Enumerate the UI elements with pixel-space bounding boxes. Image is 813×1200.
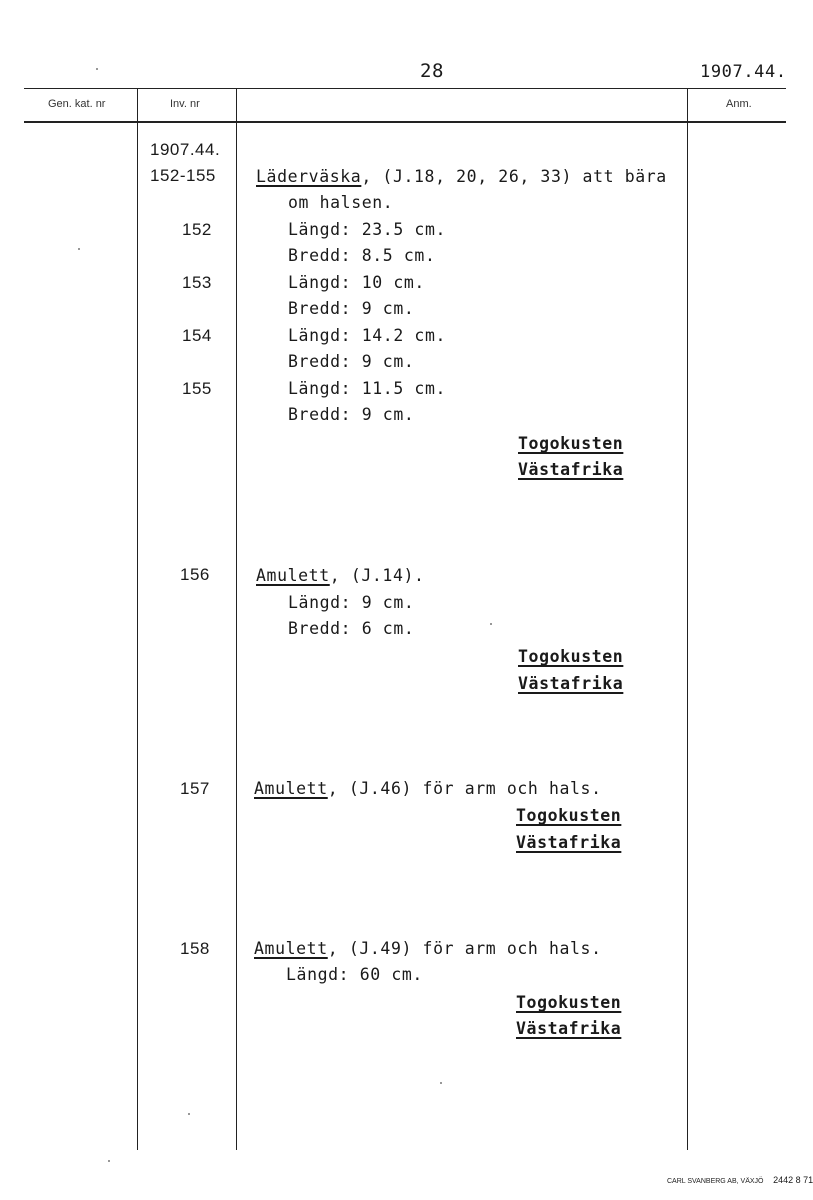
measure-length-158: Längd: 60 cm. bbox=[286, 965, 423, 984]
printer-imprint bbox=[667, 1168, 813, 1187]
measure-length-156: Längd: 9 cm. bbox=[288, 593, 415, 612]
entry-continuation: om halsen. bbox=[288, 193, 394, 212]
entry-title-rest: , (J.18, 20, 26, 33) att bära bbox=[361, 167, 667, 186]
measure-length-152: Längd: 23.5 cm. bbox=[288, 220, 447, 239]
header-bottom-rule bbox=[24, 121, 786, 123]
inv-range-152-155: 152-155 bbox=[150, 166, 216, 185]
location-region: Togokusten bbox=[518, 647, 624, 666]
measure-width-154: Bredd: 9 cm. bbox=[288, 352, 415, 371]
scan-speck bbox=[490, 623, 492, 625]
location-continent: Västafrika bbox=[518, 674, 624, 693]
location-continent: Västafrika bbox=[516, 833, 622, 852]
entry-title-line bbox=[254, 779, 602, 798]
location-continent: Västafrika bbox=[518, 460, 624, 479]
header-top-rule bbox=[24, 88, 786, 89]
measure-width-156: Bredd: 6 cm. bbox=[288, 619, 415, 638]
entry-title-line bbox=[256, 566, 425, 585]
col-divider-1 bbox=[137, 88, 138, 1150]
col-divider-2 bbox=[236, 88, 237, 1150]
entry-title-rest: , (J.14). bbox=[329, 566, 425, 585]
entry-title: Amulett bbox=[256, 566, 330, 585]
year-label: 1907.44. bbox=[150, 140, 221, 159]
measure-length-154: Längd: 14.2 cm. bbox=[288, 326, 447, 345]
printer-name: CARL SVANBERG AB, VÄXJÖ bbox=[667, 1178, 764, 1185]
column-header-gen-kat-nr: Gen. kat. nr bbox=[48, 98, 106, 110]
inv-153: 153 bbox=[182, 273, 212, 292]
location-continent: Västafrika bbox=[516, 1019, 622, 1038]
catalog-year: 1907.44. bbox=[700, 62, 787, 82]
measure-width-152: Bredd: 8.5 cm. bbox=[288, 246, 436, 265]
measure-length-155: Längd: 11.5 cm. bbox=[288, 379, 447, 398]
inv-157: 157 bbox=[180, 779, 210, 798]
entry-title: Amulett bbox=[254, 779, 328, 798]
form-code: 2442 8 71 bbox=[773, 1175, 813, 1185]
location-region: Togokusten bbox=[518, 434, 624, 453]
inv-156: 156 bbox=[180, 565, 210, 584]
scan-speck bbox=[188, 1113, 190, 1115]
col-divider-3 bbox=[687, 88, 688, 1150]
measure-length-153: Längd: 10 cm. bbox=[288, 273, 425, 292]
scan-speck bbox=[108, 1160, 110, 1162]
location-region: Togokusten bbox=[516, 993, 622, 1012]
inv-155: 155 bbox=[182, 379, 212, 398]
column-header-inv-nr: Inv. nr bbox=[170, 98, 200, 110]
entry-title: Läderväska bbox=[256, 167, 362, 186]
page-number: 28 bbox=[420, 60, 445, 82]
measure-width-155: Bredd: 9 cm. bbox=[288, 405, 415, 424]
entry-title: Amulett bbox=[254, 939, 328, 958]
scan-speck bbox=[96, 68, 98, 70]
column-header-anm: Anm. bbox=[726, 98, 752, 110]
entry-title-rest: , (J.49) för arm och hals. bbox=[327, 939, 602, 958]
entry-title-line bbox=[256, 167, 667, 186]
location-region: Togokusten bbox=[516, 806, 622, 825]
entry-title-rest: , (J.46) för arm och hals. bbox=[327, 779, 602, 798]
inv-154: 154 bbox=[182, 326, 212, 345]
measure-width-153: Bredd: 9 cm. bbox=[288, 299, 415, 318]
scan-speck bbox=[78, 248, 80, 250]
scan-speck bbox=[440, 1082, 442, 1084]
inv-152: 152 bbox=[182, 220, 212, 239]
entry-title-line bbox=[254, 939, 602, 958]
inv-158: 158 bbox=[180, 939, 210, 958]
